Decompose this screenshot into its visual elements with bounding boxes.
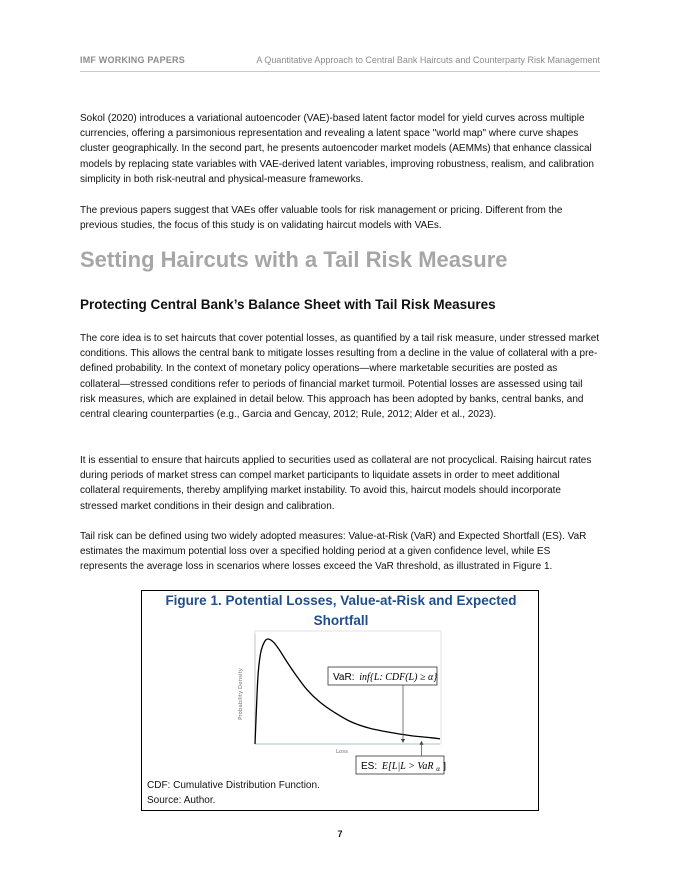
- es-close: ]: [442, 761, 447, 772]
- series-label: IMF WORKING PAPERS: [80, 55, 185, 65]
- plot-frame: [255, 631, 441, 744]
- paragraph-core-idea: The core idea is to set haircuts that cover potential losses, as quantified by a tail risk measure, under stressed market conditions. This allows the central bank to mitigate losses resulting from a decline in the value of collateral with a pre-defined probability. In the context of monetary policy operations—where marketable securities are posted as collateral—stressed conditions refer to periods of financial market turmoil. Potential losses are assessed using tail risk measures, which are explained in detail below. This approach has been adopted by banks, central banks, and central clearing counterparties (e.g., Garcia and Gencay, 2012; Rule, 2012; Alder et al., 2023).: [80, 333, 600, 421]
- var-annotation-text: [333, 672, 437, 683]
- paragraph-sokol: Sokol (2020) introduces a variational autoencoder (VAE)-based latent factor model for yield curves across multiple currencies, offering a parsimonious representation and revealing a latent space "world map" where curve shapes cluster geographically. In the second part, he presents autoencoder market models (AEMMs) that enhance classical models by replacing state variables with VAE-derived latent variables, improving robustness, realism, and calibration simplicity in both risk-neutral and physical-measure frameworks.: [80, 113, 594, 185]
- es-annotation: [356, 756, 446, 774]
- figure-source: Source: Author.: [147, 795, 216, 806]
- density-curve: [255, 639, 440, 744]
- es-formula: E[L|L > VaR: [381, 761, 434, 772]
- var-arrow-head: [401, 739, 405, 743]
- section-heading: Setting Haircuts with a Tail Risk Measure: [80, 247, 508, 272]
- es-prefix: ES:: [361, 761, 378, 772]
- var-annotation: [328, 667, 437, 685]
- running-header: [80, 55, 600, 72]
- paragraph-previous-papers: The previous papers suggest that VAEs offer valuable tools for risk management or pricing. Different from the previous studies, the focus of this study is on validating haircut models with VAEs.: [80, 205, 563, 232]
- paragraph-tail-risk: Tail risk can be defined using two widely adopted measures: Value-at-Risk (VaR) and Expected Shortfall (ES). VaR estimates the maximum potential loss over a specified holding period at a given confidence level, while ES represents the average loss in scenarios where losses exceed the VaR threshold, as illustrated in Figure 1.: [80, 531, 587, 573]
- paper-title: A Quantitative Approach to Central Bank Haircuts and Counterparty Risk Management: [256, 55, 600, 65]
- es-subscript: α: [436, 765, 440, 773]
- y-axis-label: Probability Density: [238, 668, 244, 720]
- es-arrow-head: [420, 741, 424, 745]
- figure-title-line-2: Shortfall: [313, 613, 369, 628]
- figure-note: CDF: Cumulative Distribution Function.: [147, 780, 320, 791]
- var-prefix: VaR:: [333, 672, 355, 683]
- subsection-heading: Protecting Central Bank’s Balance Sheet with Tail Risk Measures: [80, 297, 496, 312]
- figure-title-line-1: Figure 1. Potential Losses, Value-at-Risk and Expected: [165, 593, 517, 608]
- paragraph-procyclical: It is essential to ensure that haircuts applied to securities used as collateral are not procyclical. Raising haircut rates during periods of market stress can compel market participants to liquidate assets in order to meet additional collateral requirements, thereby amplifying market instability. To avoid this, haircut models should incorporate stressed market conditions in their design and calibration.: [80, 455, 592, 512]
- var-formula: inf{L: CDF(L) ≥ α}: [359, 672, 438, 683]
- page-number: 7: [337, 829, 343, 839]
- x-axis-label: Loss: [335, 749, 349, 755]
- loss-density-chart: [142, 591, 540, 812]
- figure-1: [141, 590, 539, 811]
